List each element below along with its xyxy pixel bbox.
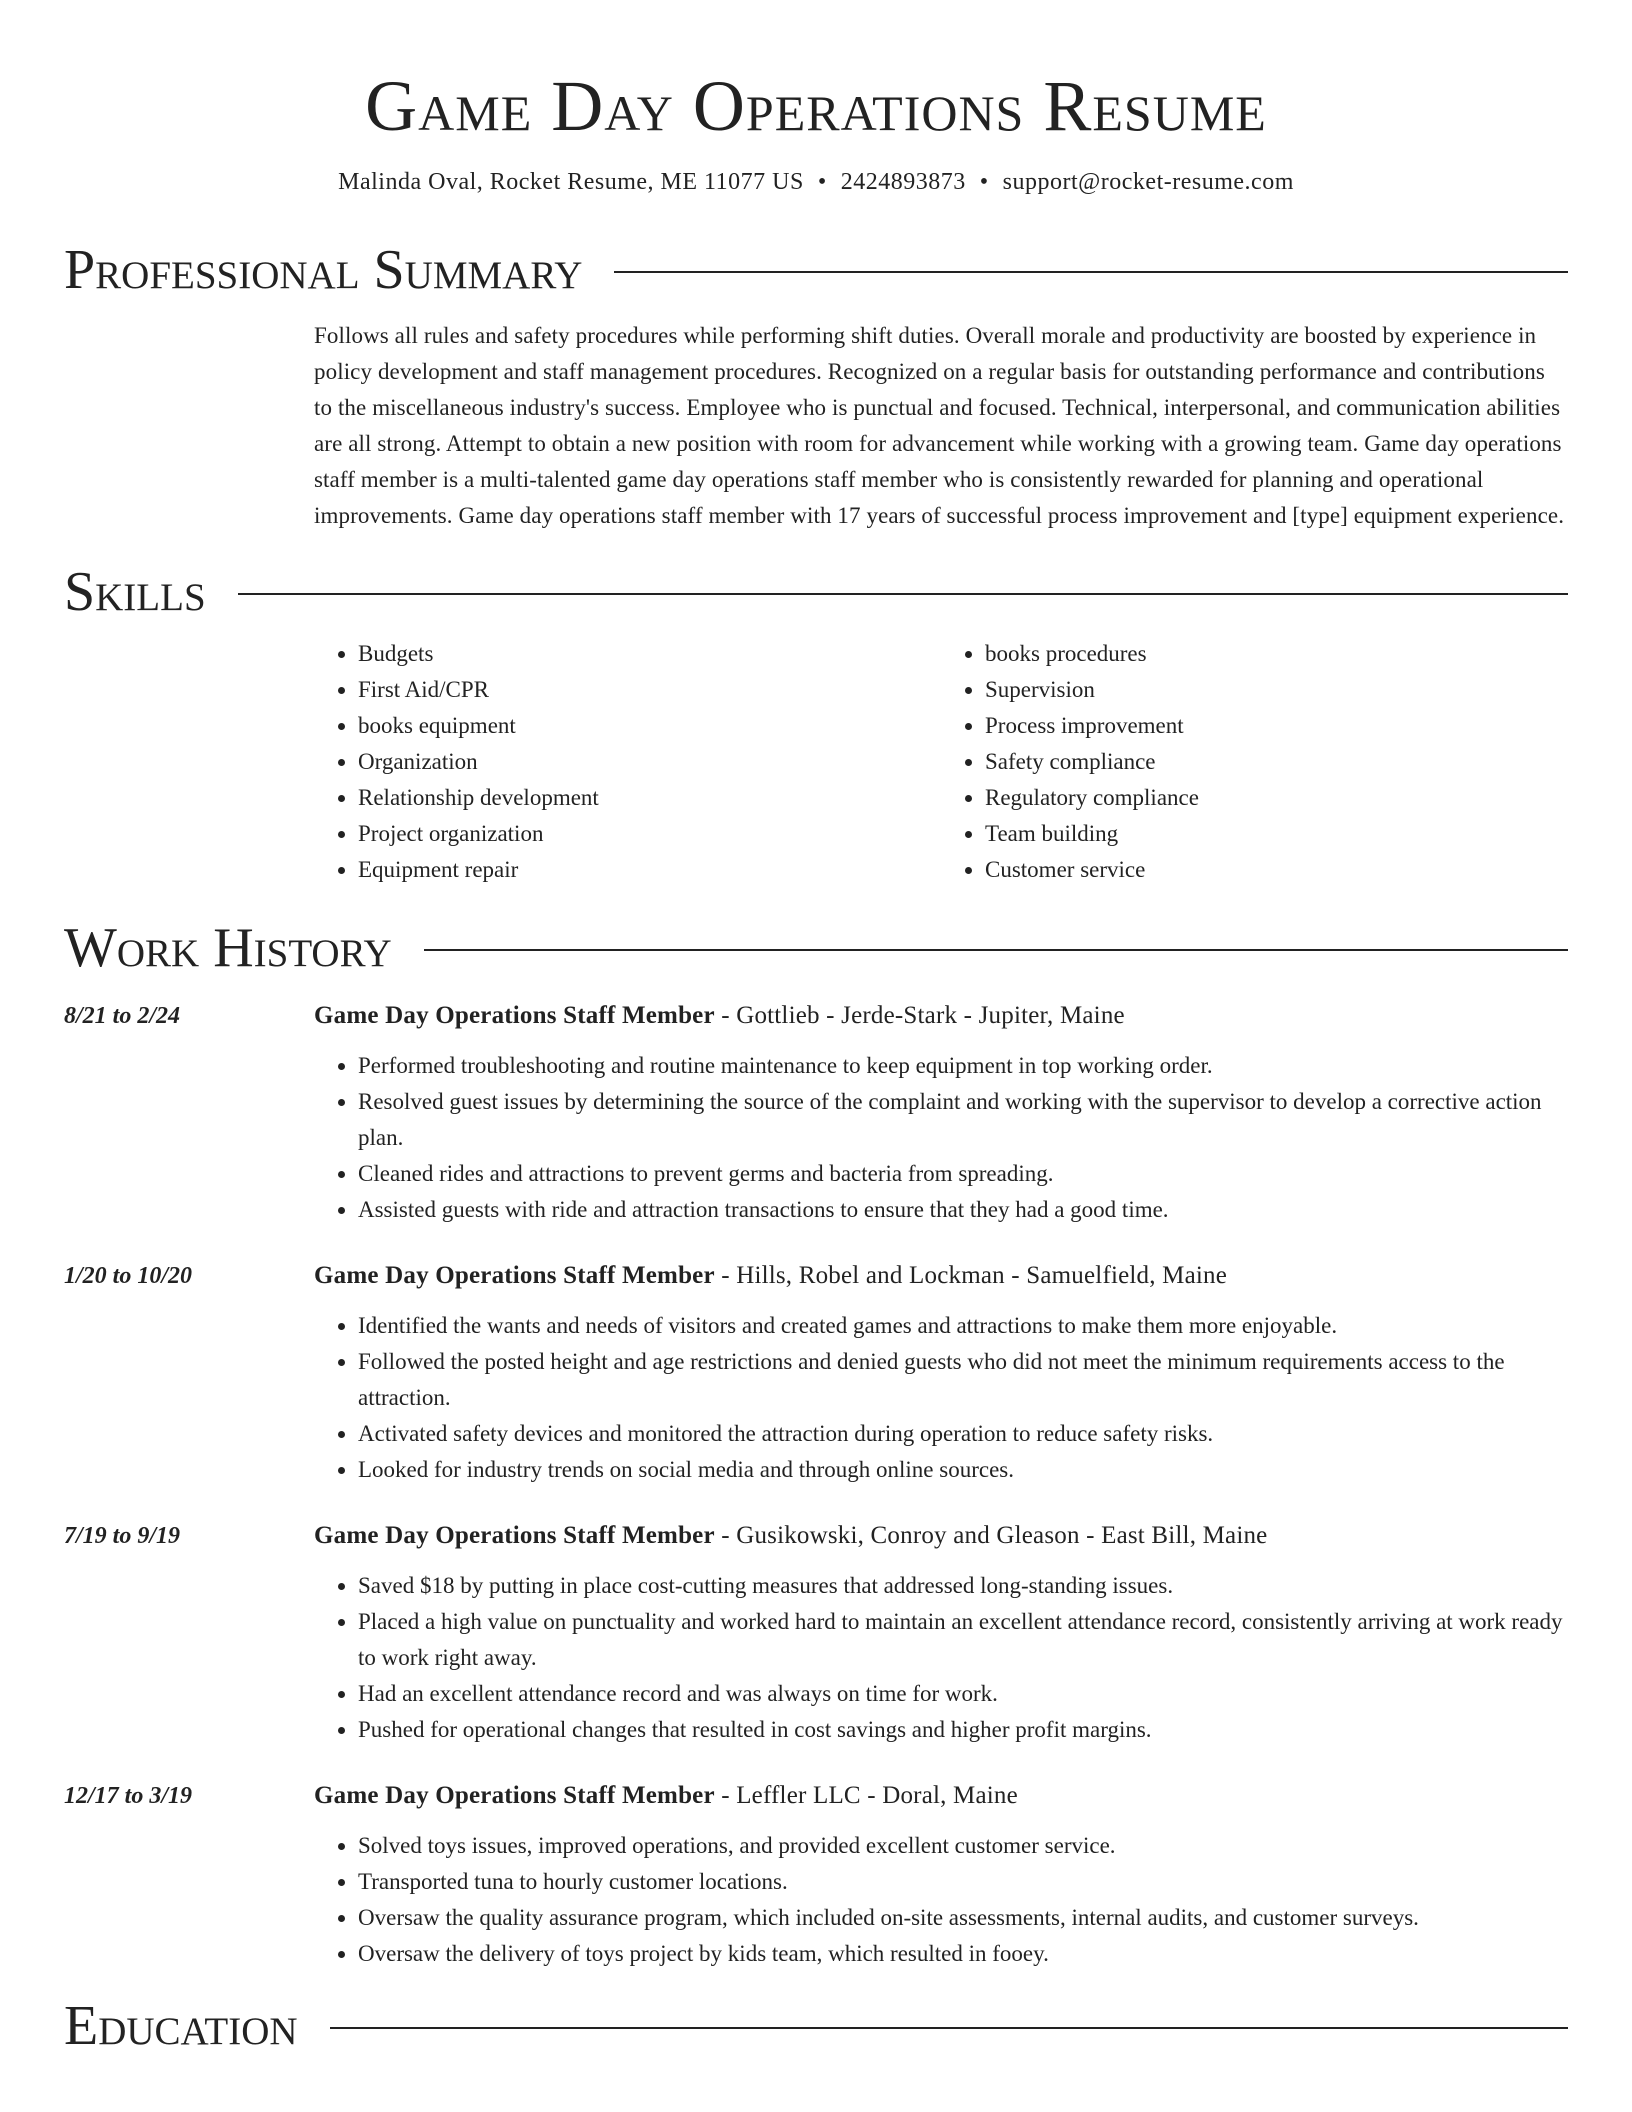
job-bullets bbox=[314, 1828, 1568, 1972]
skills-section bbox=[64, 562, 1568, 888]
job-employer-location: - Gusikowski, Conroy and Gleason - East Bill, Maine bbox=[714, 1522, 1268, 1549]
contact-address: Malinda Oval, Rocket Resume, ME 11077 US bbox=[338, 169, 804, 195]
job-bullet: • Resolved guest issues by determining the source of the complaint and working with the supervisor to develop a corrective action plan. bbox=[358, 1084, 1568, 1156]
skill-item: • Project organization bbox=[358, 816, 941, 852]
job-entry bbox=[64, 1778, 1568, 1972]
job-bullet: • Placed a high value on punctuality and worked hard to maintain an excellent attendance record, consistently arriving at work ready to work right away. bbox=[358, 1604, 1568, 1676]
job-header bbox=[64, 1518, 1568, 1554]
skill-item: • Team building bbox=[985, 816, 1568, 852]
job-bullet: • Assisted guests with ride and attraction transactions to ensure that they had a good time. bbox=[358, 1192, 1568, 1228]
job-title-line bbox=[314, 998, 1125, 1034]
job-dates: 8/21 to 2/24 bbox=[64, 1003, 181, 1029]
job-bullets bbox=[314, 1568, 1568, 1748]
skill-item: • Customer service bbox=[985, 852, 1568, 888]
job-bullet: • Saved $18 by putting in place cost-cutting measures that addressed long-standing issues. bbox=[358, 1568, 1568, 1604]
section-divider bbox=[330, 2027, 1568, 2029]
job-bullet: • Solved toys issues, improved operations, and provided excellent customer service. bbox=[358, 1828, 1568, 1864]
job-bullet: • Activated safety devices and monitored the attraction during operation to reduce safety risks. bbox=[358, 1416, 1568, 1452]
job-bullet: • Oversaw the quality assurance program, which included on-site assessments, internal audits, and customer surveys. bbox=[358, 1900, 1568, 1936]
skill-item: • books procedures bbox=[985, 636, 1568, 672]
job-bullets bbox=[314, 1308, 1568, 1488]
job-bullet: • Pushed for operational changes that resulted in cost savings and higher profit margins. bbox=[358, 1712, 1568, 1748]
job-title: Game Day Operations Staff Member bbox=[314, 1782, 715, 1809]
job-dates: 1/20 to 10/20 bbox=[64, 1263, 193, 1289]
job-employer-location: - Gottlieb - Jerde-Stark - Jupiter, Maine bbox=[714, 1002, 1125, 1029]
job-bullet: • Oversaw the delivery of toys project by kids team, which resulted in fooey. bbox=[358, 1936, 1568, 1972]
job-bullet: • Cleaned rides and attractions to prevent germs and bacteria from spreading. bbox=[358, 1156, 1568, 1192]
resume-page bbox=[64, 0, 1568, 2056]
skill-item: • Relationship development bbox=[358, 780, 941, 816]
skills-heading: Skills bbox=[64, 561, 206, 623]
contact-email: support@rocket-resume.com bbox=[1002, 169, 1294, 195]
section-heading bbox=[64, 918, 1568, 978]
contact-phone: 2424893873 bbox=[840, 169, 966, 195]
job-title: Game Day Operations Staff Member bbox=[314, 1002, 715, 1029]
education-section bbox=[64, 1996, 1568, 2056]
section-divider bbox=[614, 271, 1568, 273]
skills-list-right bbox=[941, 636, 1568, 888]
work-history-heading: Work History bbox=[64, 917, 392, 979]
education-heading: Education bbox=[64, 1995, 298, 2057]
skills-grid bbox=[314, 636, 1568, 888]
section-divider bbox=[238, 593, 1568, 595]
skill-item: • Safety compliance bbox=[985, 744, 1568, 780]
job-title: Game Day Operations Staff Member bbox=[314, 1522, 715, 1549]
job-bullet: • Had an excellent attendance record and was always on time for work. bbox=[358, 1676, 1568, 1712]
job-title-line bbox=[314, 1258, 1227, 1294]
contact-separator: • bbox=[979, 169, 989, 195]
skills-list-left bbox=[314, 636, 941, 888]
section-heading bbox=[64, 562, 1568, 622]
skill-item: • Supervision bbox=[985, 672, 1568, 708]
section-heading bbox=[64, 1996, 1568, 2056]
job-header bbox=[64, 1258, 1568, 1294]
job-bullet: • Looked for industry trends on social media and through online sources. bbox=[358, 1452, 1568, 1488]
job-employer-location: - Hills, Robel and Lockman - Samuelfield, Maine bbox=[714, 1262, 1228, 1289]
skill-item: • Process improvement bbox=[985, 708, 1568, 744]
job-header bbox=[64, 998, 1568, 1034]
section-heading bbox=[64, 240, 1568, 300]
job-dates: 12/17 to 3/19 bbox=[64, 1783, 193, 1809]
job-bullet: • Followed the posted height and age restrictions and denied guests who did not meet the minimum requirements access to the attraction. bbox=[358, 1344, 1568, 1416]
skill-item: • Equipment repair bbox=[358, 852, 941, 888]
job-bullet: • Identified the wants and needs of visitors and created games and attractions to make them more enjoyable. bbox=[358, 1308, 1568, 1344]
job-entry bbox=[64, 998, 1568, 1228]
skill-item: • Regulatory compliance bbox=[985, 780, 1568, 816]
skill-item: • First Aid/CPR bbox=[358, 672, 941, 708]
skill-item: • books equipment bbox=[358, 708, 941, 744]
professional-summary-heading: Professional Summary bbox=[64, 239, 583, 301]
skill-item: • Organization bbox=[358, 744, 941, 780]
job-header bbox=[64, 1778, 1568, 1814]
summary-paragraph: Follows all rules and safety procedures while performing shift duties. Overall morale and productivity are boosted by experience in policy development and staff management procedures. Recognized on a regular basis for outstanding performance and contributions to the miscellaneous industry's success. Employee who is punctual and focused. Technical, interpersonal, and communication abilities are all strong. Attempt to obtain a new position with room for advancement while working with a growing team. Game day operations staff member is a multi-talented game day operations staff member who is consistently rewarded for planning and operational improvements. Game day operations staff member with 17 years of successful process improvement and [type] equipment experience. bbox=[314, 323, 1565, 528]
job-entry bbox=[64, 1518, 1568, 1748]
job-title-line bbox=[314, 1778, 1018, 1814]
job-entry bbox=[64, 1258, 1568, 1488]
work-history-section bbox=[64, 918, 1568, 1972]
job-title-line bbox=[314, 1518, 1267, 1554]
job-title: Game Day Operations Staff Member bbox=[314, 1262, 715, 1289]
contact-separator: • bbox=[817, 169, 827, 195]
resume-title: Game Day Operations Resume bbox=[365, 66, 1267, 146]
job-bullets bbox=[314, 1048, 1568, 1228]
contact-line bbox=[64, 166, 1568, 198]
section-divider bbox=[424, 949, 1568, 951]
skill-item: • Budgets bbox=[358, 636, 941, 672]
job-employer-location: - Leffler LLC - Doral, Maine bbox=[714, 1782, 1018, 1809]
professional-summary-section bbox=[64, 240, 1568, 534]
job-bullet: • Performed troubleshooting and routine maintenance to keep equipment in top working order. bbox=[358, 1048, 1568, 1084]
job-bullet: • Transported tuna to hourly customer locations. bbox=[358, 1864, 1568, 1900]
job-dates: 7/19 to 9/19 bbox=[64, 1523, 181, 1549]
